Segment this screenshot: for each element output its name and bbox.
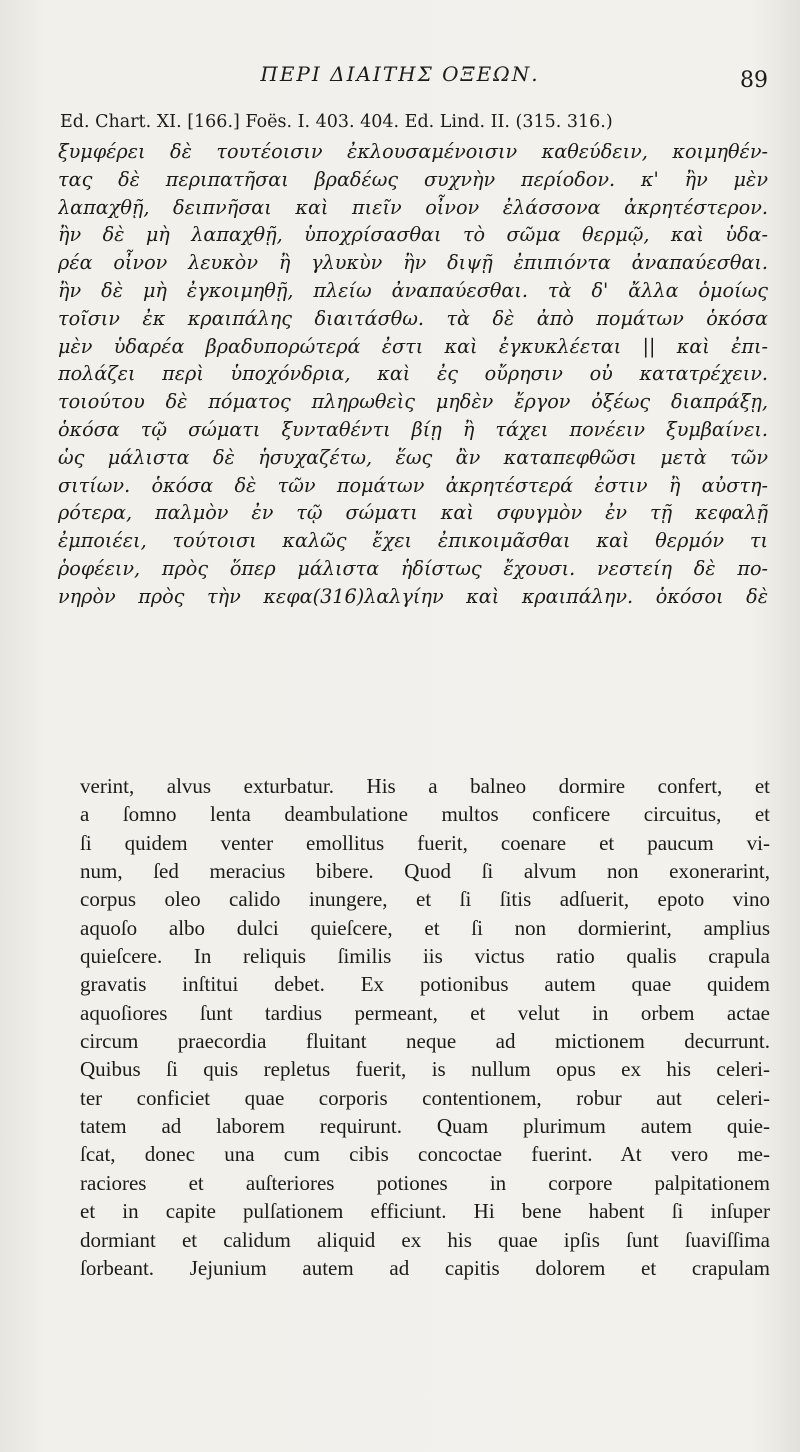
greek-line: ὁκόσα τῷ σώματι ξυνταθέντι βίῃ ἢ τάχει πονέειν ξυμβαίνει. [58, 417, 768, 441]
latin-line: aquoſo albo dulci quieſcere, et ſi non dormierint, amplius [80, 915, 770, 940]
greek-line: τοιούτου δὲ πόματος πληρωθεὶς μηδὲν ἔργον ὀξέως διαπράξῃ, [58, 390, 768, 414]
greek-line: πολάζει περὶ ὑποχόνδρια, καὶ ἐς οὔρησιν οὐ κατατρέχειν. [58, 362, 768, 386]
greek-line: ρέα οἶνον λευκὸν ἢ γλυκὺν ἢν διψῇ ἐπιπιόντα ἀναπαύεσθαι. [58, 251, 768, 275]
greek-line: λαπαχθῇ, δειπνῆσαι καὶ πιεῖν οἶνον ἐλάσσονα ἀκρητέστερον. [58, 195, 768, 219]
greek-line: τοῖσιν ἐκ κραιπάλης διαιτάσθω. τὰ δὲ ἀπὸ πομάτων ὁκόσα [58, 306, 768, 330]
greek-line: σιτίων. ὁκόσα δὲ τῶν πομάτων ἀκρητέστερά ἐστιν ἢ αὐστη- [58, 473, 768, 497]
greek-line: ἐμποιέει, τούτοισι καλῶς ἔχει ἐπικοιμᾶσθαι καὶ θερμόν τι [58, 529, 768, 553]
latin-line: verint, alvus exturbatur. His a balneo dormire confert, et [80, 774, 770, 798]
greek-line: ρότερα, παλμὸν ἐν τῷ σώματι καὶ σφυγμὸν ἐν τῇ κεφαλῇ [58, 501, 768, 525]
latin-line: num, ſed meracius bibere. Quod ſi alvum non exonerarint, [80, 859, 770, 884]
latin-line: a ſomno lenta deambulatione multos conficere circuitus, et [80, 802, 770, 827]
greek-line: ἢν δὲ μὴ λαπαχθῇ, ὑποχρίσασθαι τὸ σῶμα θερμῷ, καὶ ὑδα- [58, 223, 768, 247]
latin-line: dormiant et calidum aliquid ex his quae ipſis ſunt ſuaviſſima [80, 1227, 770, 1252]
latin-line: aquoſiores ſunt tardius permeant, et velut in orbem actae [80, 1000, 770, 1025]
greek-line: ῥοφέειν, πρὸς ὅπερ μάλιστα ἡδίστως ἔχουσι. νεστείη δὲ πο- [58, 556, 768, 580]
greek-line: μὲν ὑδαρέα βραδυπορώτερά ἐστι καὶ ἐγκυκλέεται || καὶ ἐπι- [58, 334, 768, 358]
edition-references: Ed. Chart. XI. [166.] Foës. I. 403. 404. Ed. Lind. II. (315. 316.) [60, 112, 613, 132]
greek-line: νηρὸν πρὸς τὴν κεφα(316)λαλγίην καὶ κραιπάλην. ὁκόσοι δὲ [58, 584, 768, 608]
greek-text-block [58, 138, 768, 611]
latin-line: et in capite pulſationem efficiunt. Hi bene habent ſi inſuper [80, 1199, 770, 1224]
running-title: ΠΕΡΙ ΔΙΑΙΤΗΣ ΟΞΕΩΝ. [260, 62, 540, 86]
latin-line: tatem ad laborem requirunt. Quam plurimum autem quie- [80, 1114, 770, 1139]
latin-text-block [80, 772, 770, 1282]
greek-line: ξυμφέρει δὲ τουτέοισιν ἐκλουσαμένοισιν καθεύδειν, κοιμηθέν- [58, 140, 768, 163]
latin-line: ſi quidem venter emollitus fuerit, coenare et paucum vi- [80, 830, 770, 855]
latin-line: quieſcere. In reliquis ſimilis iis victus ratio qualis crapula [80, 944, 770, 969]
page-number: 89 [740, 68, 768, 93]
latin-line: gravatis inſtitui debet. Ex potionibus autem quae quidem [80, 972, 770, 997]
latin-line: raciores et auſteriores potiones in corpore palpitationem [80, 1170, 770, 1195]
greek-line: ὡς μάλιστα δὲ ἡσυχαζέτω, ἕως ἂν καταπεφθῶσι μετὰ τῶν [58, 445, 768, 469]
latin-line: corpus oleo calido inungere, et ſi ſitis adſuerit, epoto vino [80, 887, 770, 912]
latin-line: ter conficiet quae corporis contentionem, robur aut celeri- [80, 1085, 770, 1110]
latin-line: ſorbeant. Jejunium autem ad capitis dolorem et crapulam [80, 1255, 770, 1280]
latin-line: circum praecordia fluitant neque ad mictionem decurrunt. [80, 1029, 770, 1054]
greek-line: τας δὲ περιπατῆσαι βραδέως συχνὴν περίοδον. κ' ἢν μὲν [58, 167, 768, 191]
greek-line: ἢν δὲ μὴ ἐγκοιμηθῇ, πλείω ἀναπαύεσθαι. τὰ δ' ἄλλα ὁμοίως [58, 278, 768, 302]
latin-line: Quibus ſi quis repletus fuerit, is nullum opus ex his celeri- [80, 1057, 770, 1082]
latin-line: ſcat, donec una cum cibis concoctae fuerint. At vero me- [80, 1142, 770, 1167]
